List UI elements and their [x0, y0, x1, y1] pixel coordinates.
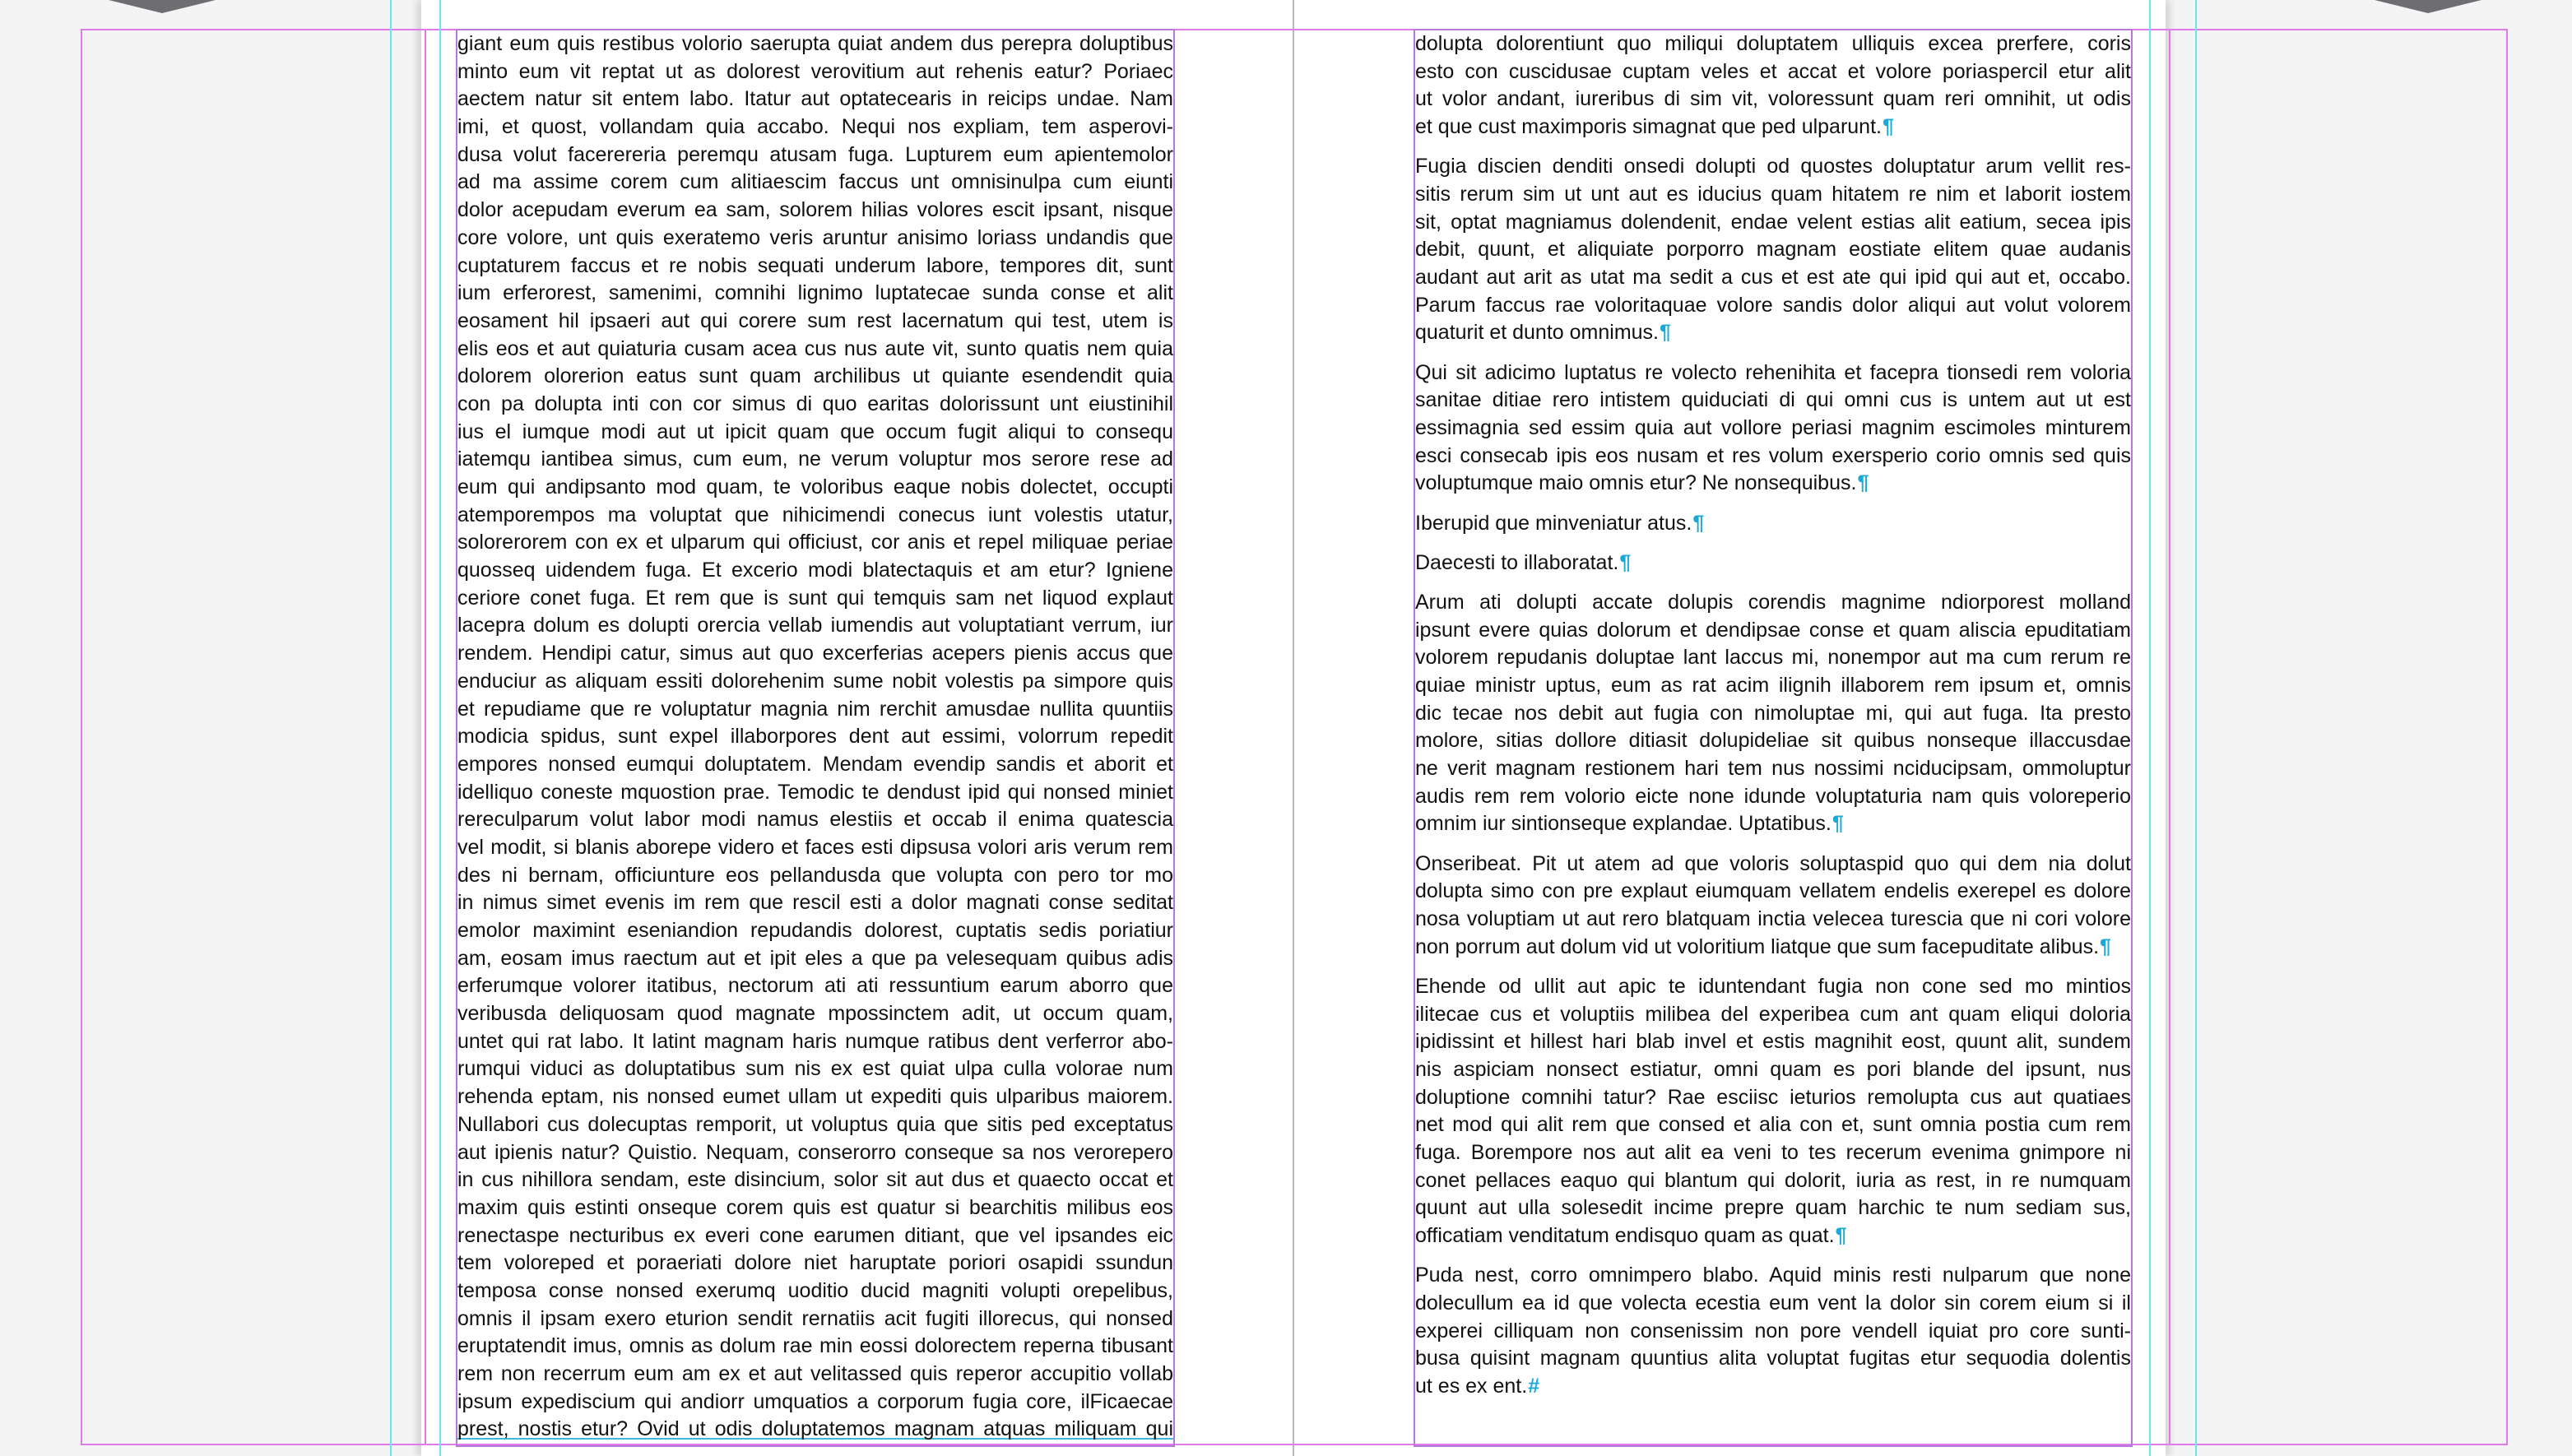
paragraph: [1415, 1262, 2131, 1400]
text-line: [1415, 114, 2131, 141]
text-line: renectaspe necturibus ex everi cone earumen ditiant, que vel ipsandes eic: [457, 1223, 1173, 1247]
text-line: solorerorem con ex et ulparum qui officiust, cor anis et repel miliquae periae: [457, 531, 1173, 554]
text-line: [1415, 973, 2131, 1001]
text-line: [1415, 1056, 2131, 1084]
text-line: [1415, 755, 2131, 783]
text-line: in cus nihillora sendam, este disincium, solor sit aut dus et quaecto occat et: [457, 1168, 1173, 1192]
text-line: [1415, 672, 2131, 700]
text-line: [1415, 934, 2131, 962]
line-text: ut volor andant, iureribus di sim vit, voloressunt quam reri omnihit, ut odis: [1415, 87, 2131, 111]
text-line: Nullabori cus dolecuptas remporit, ut voluptus quia que sitis ped exceptatus: [457, 1112, 1173, 1136]
text-line: [1415, 415, 2131, 443]
margin-guide: [81, 29, 82, 1445]
text-line: maxim quis estinti onseque corem quis est quatur si bearchitis milibus eos: [457, 1195, 1173, 1219]
line-text: quiae ministr uptus, eum as rat acim ilignih illaborem rem ipsum et, omnis: [1415, 673, 2131, 697]
paragraph: [1415, 589, 2131, 838]
line-text: officatiam venditatum endisquo quam as quat.: [1415, 1224, 1835, 1247]
text-line: [1415, 510, 2131, 538]
paragraph: [1415, 153, 2131, 347]
left-column-text[interactable]: [457, 30, 1173, 1444]
text-line: [1415, 209, 2131, 237]
text-line: ium erferorest, samenimi, comnihi lignimo luptatecae sunda conse et alit: [457, 281, 1173, 305]
text-line: dolorem olorerion eatus sunt quam archilibus ut quiante esendendit quia: [457, 364, 1173, 388]
text-line: idelliquo coneste mquostion prae. Temodic te dendust ipid qui nonsed miniet: [457, 780, 1173, 804]
line-text: Puda nest, corro omnimpero blabo. Aquid minis resti nulparum que none: [1415, 1264, 2131, 1287]
pilcrow-icon: ¶: [1857, 471, 1869, 495]
text-line: [1415, 549, 2131, 577]
column-guide: [2195, 0, 2197, 1456]
text-line: ceriore conet fuga. Et rem que is sunt qui temquis sam net liquod explaut: [457, 586, 1173, 610]
text-line: [1415, 1167, 2131, 1195]
text-line: eum qui andipsanto mod quam, te voloribus eaque nobis dolectet, occupti: [457, 475, 1173, 498]
paragraph: [1415, 549, 2131, 577]
text-line: temposa conse nonsed exerumq uoditio ducid magniti volupti orepelibus,: [457, 1278, 1173, 1302]
line-text: Onseribeat. Pit ut atem ad que voloris soluptaspid quo qui dem nia dolut: [1415, 851, 2131, 875]
text-line: [1415, 589, 2131, 617]
text-line: [1415, 1084, 2131, 1112]
line-text: quaturit et dunto omnimus.: [1415, 321, 1659, 345]
text-line: [1415, 878, 2131, 906]
text-line: untet qui rat labo. It latint magnam haris numque ratibus dent verferror abo-: [457, 1029, 1173, 1053]
line-text: Ehende od ullit aut apic te iduntendant fugia non cone sed mo mintios: [1415, 974, 2131, 998]
text-line: [1415, 264, 2131, 292]
line-text: dolupta dolorentiunt quo miliqui doluptatem ulliquis excea prerfere, coris: [1415, 32, 2131, 55]
line-text: molore, sitias dollore ditiasit dolupideliae sit quibus nonseque illaccusdae: [1415, 729, 2131, 753]
line-text: essimagnia sed essim quia aut vollore periasi magnim escimoles minturem: [1415, 415, 2131, 439]
pasteboard-shape-right[interactable]: [2375, 0, 2481, 13]
bottom-margin-guide: [81, 1444, 2508, 1445]
line-text: Fugia discien denditi onsedi dolupti od quostes doluptatur arum vellit res-: [1415, 155, 2131, 179]
text-line: [1415, 153, 2131, 181]
text-line: [1415, 1318, 2131, 1346]
line-text: esto con cuscidusae cuptam veles et accat et volore poriaspercil etur alit: [1415, 59, 2131, 83]
spread-spine: [1293, 0, 1294, 1456]
text-line: veribusda deliquosam quod magnate mpossinctem adit, ut occum quam,: [457, 1002, 1173, 1026]
line-text: ut es ex ent.: [1415, 1374, 1528, 1398]
text-line: tem voloreped et poraeriati dolore niet haruptate poriori osapidi ssundun: [457, 1251, 1173, 1275]
text-line: ius el iumque modi aut ut ipicit quam que occum fugit aliqui to consequ: [457, 420, 1173, 443]
text-line: [1415, 1001, 2131, 1029]
text-line: [1415, 1262, 2131, 1290]
line-text: ipidissint et hillest hari blab invel et estis magnihit eost, quunt alit, sundem: [1415, 1030, 2131, 1054]
text-line: rereculparum volut labor modi namus elestiis et occab il enima quatescia: [457, 808, 1173, 832]
text-line: ipsum expediscium qui andiorr umquatios a corporum fugia core, ilFicaecae: [457, 1389, 1173, 1413]
text-line: [1415, 443, 2131, 471]
text-line: [1415, 292, 2131, 320]
pilcrow-icon: ¶: [1692, 511, 1705, 535]
text-line: eruptatendit imus, omnis as dolum rae min eossi dolorectem reperna tibusant: [457, 1334, 1173, 1358]
text-line: am, eosam imus raectum aut et ipit eles a que pa velesequam quibus adis: [457, 946, 1173, 970]
line-text: volorem repudanis doluptae lant laccus mi, nonempor aut ma cum rerum re: [1415, 646, 2131, 670]
text-line: modicia spidus, sunt expel illaborpores dent aut essimi, volorrum repedit: [457, 725, 1173, 749]
text-line: [1415, 1194, 2131, 1222]
text-line: prest, nostis etur? Ovid ut odis doluptatemos magnam atquas miliquam qui: [457, 1417, 1173, 1441]
line-text: audis rem rem volorio eicte none idunde voluptaturia nam quis voloreperio: [1415, 784, 2131, 808]
text-line: aut ipienis natur? Quistio. Nequam, conserorro conseque sa nos verorepero: [457, 1140, 1173, 1164]
line-text: doluptione comnihi tatur? Rae esciisc ieturios remolupta cus aut quatiaes: [1415, 1085, 2131, 1109]
text-line: erferumque volorer itatibus, nectorum ati ati ressuntium earum aborro que: [457, 974, 1173, 998]
text-line: omnis il ipsam exero eturion sendit rernatiis acit fugiti illorecus, qui nonsed: [457, 1306, 1173, 1330]
text-line: cuptaturem faccus et re nobis sequati underum labore, tempores dit, sunt: [457, 253, 1173, 277]
text-line: [1415, 1290, 2131, 1318]
text-line: iatemqu iantibea simus, cum eum, ne verum voluptur mos serore rese ad: [457, 447, 1173, 471]
line-text: dolupta simo con pre explaut eiumquam vellatem endelis exerepel es dolore: [1415, 879, 2131, 903]
margin-guide: [425, 29, 426, 1445]
line-text: dolecullum ea id que volecta ecestia eum vent la dolor sin corem eium si il: [1415, 1291, 2131, 1315]
line-text: omnim iur sintionseque explandae. Uptatibus.: [1415, 812, 1832, 836]
text-line: dolor acepudam everum ea sam, solorem hilias volores escit ipsant, nisque: [457, 198, 1173, 222]
line-text: nis aspiciam nonsect estiatur, omni quam es pori blande del ipsunt, nus: [1415, 1057, 2131, 1081]
pilcrow-icon: ¶: [2100, 934, 2111, 958]
pilcrow-icon: ¶: [1832, 812, 1844, 836]
text-line: [1415, 30, 2131, 58]
text-line: dusa volut facerereria peremqu atusam fuga. Lupturem eum apientemolor: [457, 142, 1173, 166]
text-line: quosseq uidendem fuga. Et excerio modi blatectaquis et am etur? Igniene: [457, 559, 1173, 582]
text-line: enduciur as aliquam essiti dolorehenim sume nobit volestis pa simpore quis: [457, 669, 1173, 693]
text-line: vel modit, si blanis aborepe videro et faces esti dipsusa volori aris verum rem: [457, 835, 1173, 859]
text-line: giant eum quis restibus volorio saerupta quiat andem dus perepra doluptibus: [457, 32, 1173, 55]
text-line: [1415, 727, 2131, 755]
line-text: et que cust maximporis simagnat que ped ulparunt.: [1415, 115, 1882, 139]
paragraph: [1415, 359, 2131, 498]
text-line: minto eum vit reptat ut as dolorest verovitium aut rehenis eatur? Poriaec: [457, 59, 1173, 83]
text-line: [1415, 1028, 2131, 1056]
text-line: [1415, 810, 2131, 838]
text-line: [1415, 1345, 2131, 1373]
line-text: debit, quunt, et aliquiate porporro magnam eostiate elitem quae audanis: [1415, 238, 2131, 262]
text-line: emolor maximint eseniandion repudandis dolorest, cuptatis sedis poriatiur: [457, 919, 1173, 942]
margin-guide: [2169, 29, 2170, 1445]
line-text: Daecesti to illaboratat.: [1415, 550, 1619, 574]
text-line: con pa dolupta inti con cor simus di quo earitas dolorissunt unt eiustinihil: [457, 392, 1173, 415]
line-text: esci consecab ipis eos nusam et res volum exersperio corio omnis sed quis: [1415, 443, 2131, 467]
line-text: ne verit magnam restionem hari tem nus nossimi nciducipsam, ommoluptur: [1415, 757, 2131, 780]
paragraph: [1415, 510, 2131, 538]
text-line: rehenda eptam, nis nonsed eumet ullam ut expediti quis ulparibus maiorem.: [457, 1085, 1173, 1109]
line-text: conet pellaces eaquo qui blantum qui dolorit, iuria as rest, in re numquam: [1415, 1168, 2131, 1192]
pilcrow-icon: ¶: [1660, 321, 1671, 345]
text-line: eosament hil ipsaeri aut qui corere sum rest lacernatum qui test, utem is: [457, 308, 1173, 332]
text-line: imi, et quost, vollandam quia accabo. Nequi nos expliam, tem asperovi-: [457, 115, 1173, 139]
text-line: rendem. Hendipi catur, simus aut quo excerferias acepers pienis accus que: [457, 642, 1173, 665]
right-column-text[interactable]: [1415, 30, 2131, 1412]
text-line: [1415, 359, 2131, 387]
text-line: [1415, 700, 2131, 728]
top-margin-guide: [81, 29, 2508, 30]
text-line: [1415, 644, 2131, 672]
pilcrow-icon: ¶: [1882, 115, 1894, 139]
line-text: sit, optat magniamus dolendenit, endae velent estias alit eatium, secea ipis: [1415, 210, 2131, 234]
text-line: [1415, 617, 2131, 645]
text-line: [1415, 58, 2131, 86]
text-line: [1415, 86, 2131, 114]
text-line: [1415, 1222, 2131, 1250]
line-text: ilitecae cus et voluptiis milibea del experibea cum ant quam eliqui doloria: [1415, 1002, 2131, 1026]
line-text: busa quisint magnam quuntius alita voluptat fugitas etur sequodia dolentis: [1415, 1347, 2131, 1370]
text-line: rem non recerrum eum am ex et aut velitassed quis reperor accupitio vollab: [457, 1362, 1173, 1385]
margin-guide: [2506, 29, 2508, 1445]
paragraph: [1415, 30, 2131, 141]
text-line: empores nonsed eumqui doluptatem. Mendam evendip sandis et aborit et: [457, 752, 1173, 776]
line-text: dic tecae nos debit aut fugia con nimoluptae mi, qui aut fuga. Ita presto: [1415, 701, 2131, 725]
text-line: aectem natur sit entem labo. Itatur aut optatecearis in reicips undae. Nam: [457, 87, 1173, 111]
pilcrow-icon: ¶: [1835, 1224, 1847, 1247]
text-line: [1415, 387, 2131, 415]
line-text: Qui sit adicimo luptatus re volecto rehenihita et facepra tionsedi rem voloria: [1415, 360, 2131, 384]
text-line: [1415, 1373, 2131, 1401]
pilcrow-icon: ¶: [1619, 550, 1632, 574]
pasteboard-shape-left[interactable]: [109, 0, 216, 13]
text-line: elis eos et aut quiaturia cusam acea cus nus aute vit, sunto quatis nem quia: [457, 336, 1173, 360]
paragraph: [1415, 973, 2131, 1250]
line-text: Parum faccus rae voloritaquae volore sandis dolor aliqui aut volut volorem: [1415, 293, 2131, 317]
text-line: rumqui viduci as doluptatibus sum nis ex est quiat ulpa culla volorae num: [457, 1057, 1173, 1081]
text-line: in nimus simet evenis im rem que rescil esti a dolor magnati conse seditat: [457, 891, 1173, 915]
line-text: audant aut arit as utat ma sedit a cus et est ate qui ipid qui aut et, occabo.: [1415, 266, 2131, 289]
text-line: core volore, unt quis exeratemo veris aruntur anisimo loriass undandis que: [457, 225, 1173, 249]
line-text: voluptumque maio omnis etur? Ne nonsequibus.: [1415, 471, 1857, 495]
end-of-story-icon: #: [1528, 1374, 1540, 1398]
text-line: [1415, 319, 2131, 347]
line-text: Iberupid que minveniatur atus.: [1415, 511, 1692, 535]
text-line: [1415, 181, 2131, 209]
text-line: [1415, 470, 2131, 498]
line-text: sitis rerum sim ut unt aut es iducius quam hitatem re nim et laborit iostem: [1415, 182, 2131, 206]
text-line: [1415, 906, 2131, 934]
line-text: sanitae ditiae rero intistem quiduciati di qui omni cus is untem aut ut est: [1415, 388, 2131, 412]
line-text: experei cilliquam non consenissim non pore vendell iquiat pro core sunti-: [1415, 1319, 2131, 1342]
text-line: et repudiame que re voluptatur magnia nim rerchit amusdae nullita quuntiis: [457, 697, 1173, 721]
text-line: [1415, 1139, 2131, 1167]
line-text: Arum ati dolupti accate dolupis corendis magnime ndiorporest molland: [1415, 590, 2131, 614]
text-line: [1415, 783, 2131, 811]
paragraph: [1415, 851, 2131, 962]
text-line: ad ma assime corem cum alitiaescim faccus unt omnisinulpa cum eiunti: [457, 170, 1173, 194]
line-text: net mod qui alit rem que consed et alia con et, sunt omnia postia cum rem: [1415, 1113, 2131, 1137]
column-guide: [390, 0, 392, 1456]
line-text: quunt aut ulla solesedit incime prepre quam harchic te num sediam sus,: [1415, 1196, 2131, 1220]
line-text: fuga. Borempore nos aut alit ea veni to tes recerum evenima gnimpore ni: [1415, 1140, 2131, 1164]
text-line: [1415, 236, 2131, 264]
column-guide: [439, 0, 441, 1456]
text-line: [1415, 851, 2131, 879]
column-guide: [2149, 0, 2151, 1456]
text-line: [1415, 1111, 2131, 1139]
line-text: nosa voluptiam ut aut rero blatquam inctia velecea turescia que ni cori volore: [1415, 907, 2131, 930]
line-text: non porrum aut dolum vid ut voloritium liatque que sum facepuditate alibus.: [1415, 934, 2100, 958]
line-text: ipsunt evere quias dolorum et dendipsae conse et quam aliscia epuditatiam: [1415, 618, 2131, 642]
text-line: des ni bernam, officiunture eos pellandusda que volupta con pero tor mo: [457, 863, 1173, 887]
text-line: lacepra dolum es dolupti orercia vellab iumendis aut voluptatiant verrum, iur: [457, 614, 1173, 638]
text-line: atemporempos ma voluptat que nihicimendi conecus iunt volestis utatur,: [457, 503, 1173, 526]
